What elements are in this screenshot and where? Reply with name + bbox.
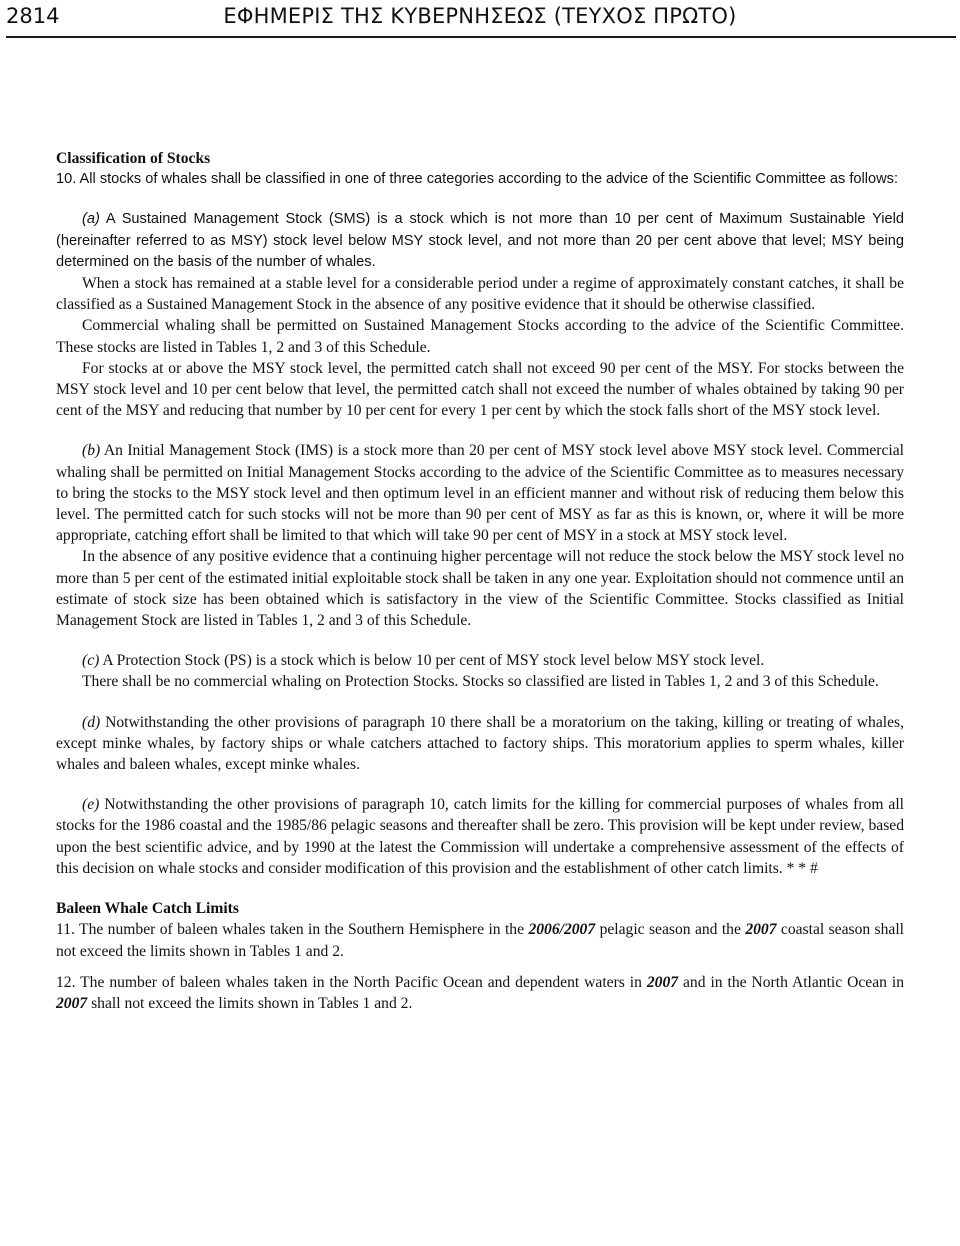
section-heading-baleen: Baleen Whale Catch Limits xyxy=(56,900,239,918)
moratorium-factory-ships xyxy=(56,712,904,776)
page-number: 2814 xyxy=(6,4,60,28)
item-label: (d) xyxy=(82,713,101,731)
running-title: ΕΦΗΜΕΡΙΣ ΤΗΣ ΚΥΒΕΡΝΗΣΕΩΣ (ΤΕΥΧΟΣ ΠΡΩΤΟ) xyxy=(223,4,737,28)
item-label: (e) xyxy=(82,796,100,814)
item-text: A Protection Stock (PS) is a stock which is below 10 per cent of MSY stock level below MSY stock level. xyxy=(102,652,765,670)
zero-catch-limits xyxy=(56,794,904,879)
sms-stable-stock: When a stock has remained at a stable level for a considerable period under a regime of approximately constant catches, it shall be classified as a Sustained Management Stock in the absence of any positive evidence that it should be otherwise classified. xyxy=(56,275,904,314)
item-text: A Sustained Management Stock (SMS) is a stock which is not more than 10 per cent of Maximum Sustainable Yield (hereinafter referred to as MSY) stock level below MSY stock level, and not more than 20 per cent above that level; MSY being determined on the basis of the number of whales. xyxy=(56,211,904,270)
item-text: Notwithstanding the other provisions of paragraph 10 there shall be a moratorium on the taking, killing or treating of whales, except minke whales, by factory ships or whale catchers attached to factory ships. This moratorium applies to sperm whales, killer whales and baleen whales, except minke whales. xyxy=(56,713,904,774)
paragraph-11 xyxy=(56,919,904,961)
season-pelagic: 2006/2007 xyxy=(528,921,596,939)
ps-no-whaling: There shall be no commercial whaling on Protection Stocks. Stocks so classified are listed in Tables 1, 2 and 3 of this Schedule. xyxy=(82,673,879,691)
year-north-atlantic: 2007 xyxy=(56,994,88,1012)
sms-definition xyxy=(56,209,904,273)
paragraph-12 xyxy=(56,972,904,1014)
paragraph-text: pelagic season and the xyxy=(599,921,741,939)
paragraph-text: All stocks of whales shall be classified in one of three categories according to the advice of the Scientific Committee as follows: xyxy=(79,171,899,188)
paragraph-text: The number of baleen whales taken in the Southern Hemisphere in the xyxy=(79,921,525,939)
ims-evidence: In the absence of any positive evidence that a continuing higher percentage will not reduce the stock below the MSY stock level no more than 5 per cent of the estimated initial exploitable stock shall be taken in any one year. Exploitation should not commence until an estimate of stock size has been obtained which is satisfactory in the view of the Scientific Committee. Stocks classified as Initial Management Stock are listed in Tables 1, 2 and 3 of this Schedule. xyxy=(56,548,904,630)
item-text: An Initial Management Stock (IMS) is a stock more than 20 per cent of MSY stock level above MSY stock level. Commercial whaling shall be permitted on Initial Management Stocks according to the advice of the Scientific Committee as to measures necessary to bring the stocks to the MSY stock level and then optimum level in an efficient manner and without risk of reducing them below this level. The permitted catch for such stocks will not be more than 90 per cent of MSY as far as this is known, or, where it will be more appropriate, catching effort shall be limited to that which will take 90 per cent of MSY in a stock at MSY stock level. xyxy=(56,442,904,545)
document-body xyxy=(56,148,904,1014)
item-label: (a) xyxy=(82,211,100,228)
item-text: Notwithstanding the other provisions of paragraph 10, catch limits for the killing for commercial purposes of whales from all stocks for the 1986 coastal and the 1985/86 pelagic seasons and thereafter shall be zero. This provision will be kept under review, based upon the best scientific advice, and by 1990 at the latest the Commission will undertake a comprehensive assessment of the effects of this decision on whale stocks and consider modification of this provision and the establishment of other catch limits. xyxy=(56,796,904,877)
footnote-mark: * * # xyxy=(786,859,818,877)
paragraph-number: 10. xyxy=(56,171,77,188)
paragraph-text: coastal season shall not exceed the limits shown in Tables 1 and 2. xyxy=(56,921,905,960)
year-north-pacific: 2007 xyxy=(646,973,679,991)
section-heading-classification: Classification of Stocks xyxy=(56,150,211,167)
season-coastal: 2007 xyxy=(745,921,777,939)
item-label: (c) xyxy=(82,652,100,670)
page-header xyxy=(0,0,960,40)
paragraph-10 xyxy=(56,169,904,190)
paragraph-text: The number of baleen whales taken in the North Pacific Ocean and dependent waters in xyxy=(80,973,642,991)
ims-definition xyxy=(56,440,904,546)
paragraph-number: 12. xyxy=(56,973,76,991)
header-rule xyxy=(6,36,956,38)
paragraph-number: 11. xyxy=(56,921,75,939)
sms-permitted-catch: For stocks at or above the MSY stock level, the permitted catch shall not exceed 90 per cent of the MSY. For stocks between the MSY stock level and 10 per cent below that level, the permitted catch shall not exceed the number of whales obtained by taking 90 per cent of the MSY and reducing that number by 10 per cent for every 1 per cent by which the stock falls short of the MSY stock level. xyxy=(56,359,904,420)
sms-commercial-whaling: Commercial whaling shall be permitted on Sustained Management Stocks according to the advice of the Scientific Committee. These stocks are listed in Tables 1, 2 and 3 of this Schedule. xyxy=(56,317,904,356)
ps-definition xyxy=(56,650,904,671)
item-label: (b) xyxy=(82,442,101,460)
paragraph-text: shall not exceed the limits shown in Tables 1 and 2. xyxy=(91,994,413,1012)
paragraph-text: and in the North Atlantic Ocean in xyxy=(683,973,904,991)
